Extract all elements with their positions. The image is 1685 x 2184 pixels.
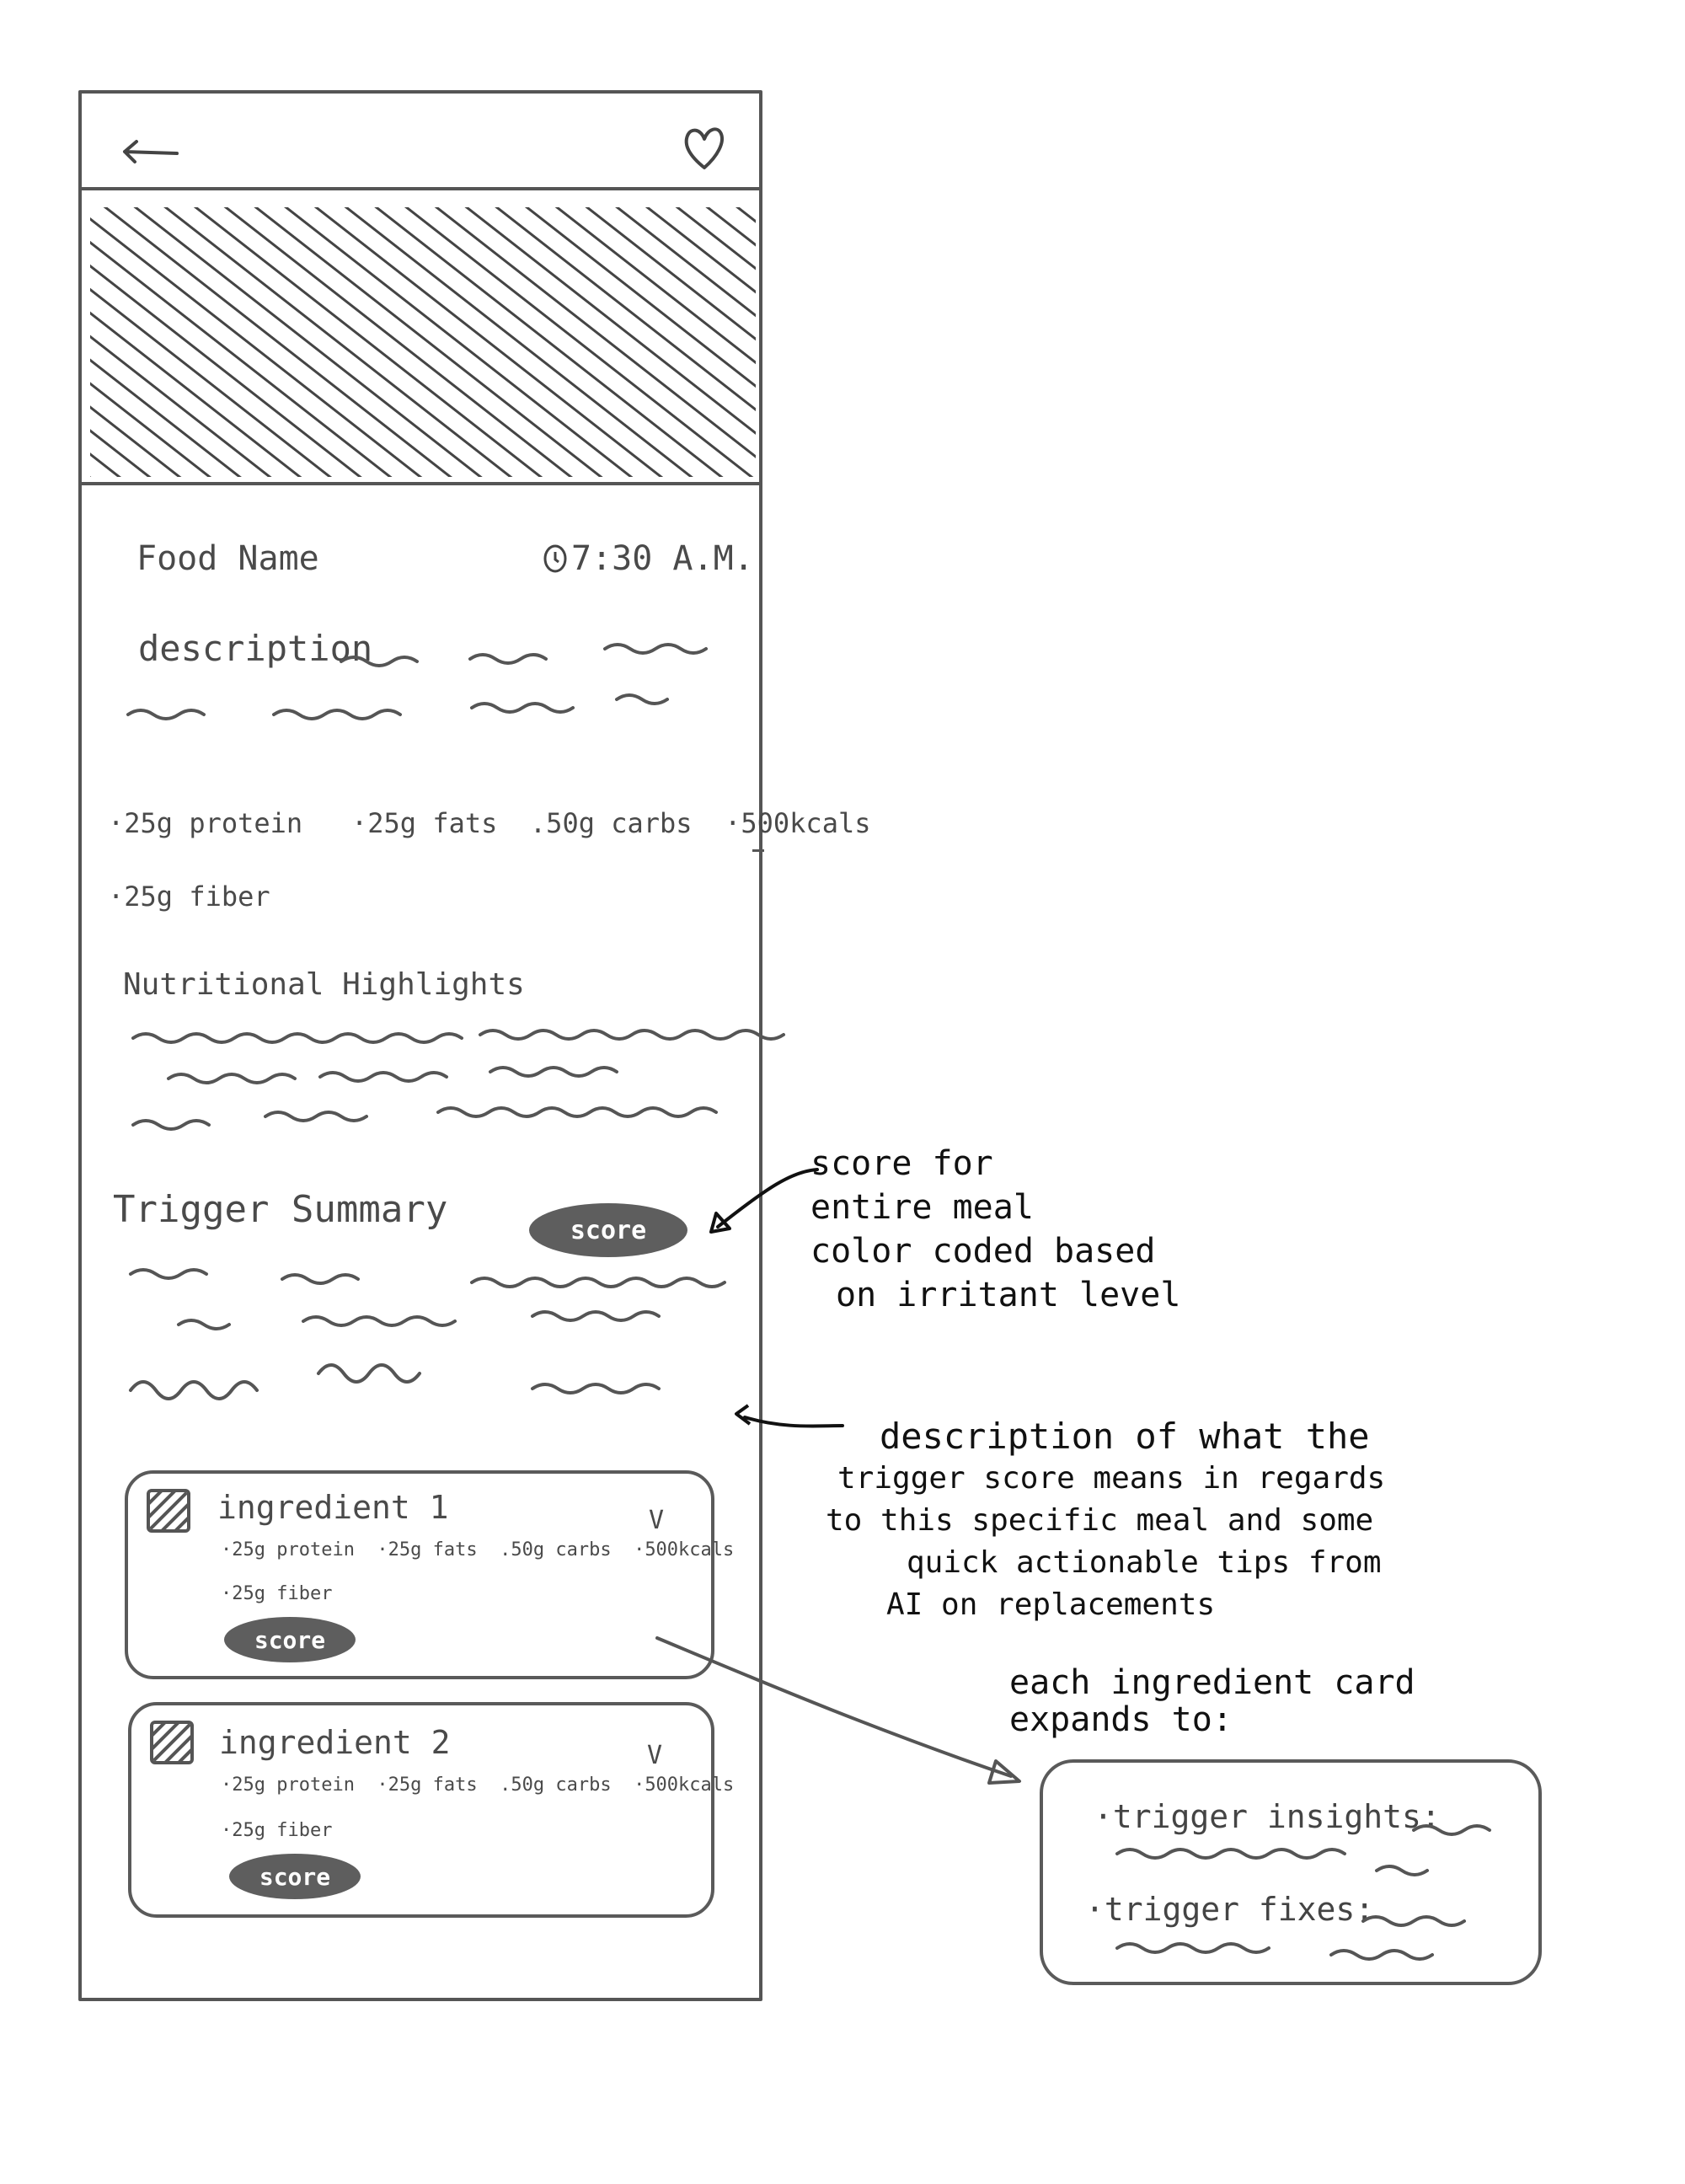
ingredient-chevron-icon[interactable]: V: [647, 1741, 663, 1770]
heart-icon: [681, 122, 728, 173]
nutrition-squiggles: [126, 1011, 716, 1146]
description-squiggles: [118, 615, 725, 725]
ingredient-macros-line1: ·25g protein ·25g fats .50g carbs ·500kcals: [221, 1774, 735, 1796]
description-annotation-line: quick actionable tips from: [907, 1545, 1382, 1580]
score-annotation-line: color coded based: [810, 1232, 1156, 1271]
ingredient-card[interactable]: [128, 1702, 735, 1918]
meal-time: [543, 539, 754, 578]
description-annotation-line: description of what the: [880, 1416, 1370, 1457]
ingredient-name: ingredient 1: [217, 1489, 449, 1526]
clock-icon: [543, 543, 568, 574]
meal-time-text: 7:30 A.M.: [571, 539, 754, 578]
arrow-left-icon: [118, 126, 185, 177]
expand-annotation-arrow: [649, 1626, 1036, 1795]
expand-annotation-line: expands to:: [1009, 1700, 1233, 1739]
ingredient-macros-line2: ·25g fiber: [221, 1583, 333, 1604]
expanded-ingredient-card: [1040, 1759, 1542, 1985]
back-button[interactable]: [118, 126, 185, 177]
ingredient-card[interactable]: [125, 1470, 735, 1679]
macros-divider: [752, 849, 764, 852]
hatched-thumbnail-icon: [153, 1724, 190, 1761]
nutrition-title: Nutritional Highlights: [123, 967, 525, 1002]
description-annotation-line: trigger score means in regards: [837, 1461, 1386, 1496]
meal-macros-line1: ·25g protein ·25g fats .50g carbs ·500kcals: [108, 807, 871, 839]
favorite-button[interactable]: [681, 122, 728, 173]
ingredient-name: ingredient 2: [219, 1724, 451, 1761]
trigger-insights-label: ·trigger insights:: [1094, 1798, 1441, 1835]
score-annotation-arrow: [699, 1154, 834, 1239]
expand-annotation-line: each ingredient card: [1009, 1663, 1415, 1702]
ingredient-macros-line2: ·25g fiber: [221, 1820, 333, 1841]
description-annotation-arrow: [725, 1390, 859, 1441]
score-annotation-line: on irritant level: [836, 1276, 1181, 1314]
score-annotation: [810, 1142, 1180, 1317]
ingredient-score-badge[interactable]: score: [224, 1617, 356, 1662]
description-label: description: [138, 628, 373, 669]
ingredient-chevron-icon[interactable]: V: [649, 1506, 665, 1535]
score-annotation-line: score for: [810, 1144, 993, 1183]
ingredient-macros-line1: ·25g protein ·25g fats .50g carbs ·500kcals: [221, 1539, 735, 1560]
hatched-thumbnail-icon: [150, 1492, 187, 1529]
expanded-card-squiggles: [1043, 1763, 1545, 1989]
trigger-summary-squiggles: [118, 1255, 725, 1441]
ingredient-checkbox[interactable]: [150, 1721, 194, 1764]
ingredient-score-badge[interactable]: score: [229, 1854, 361, 1899]
description-annotation-line: to this specific meal and some: [826, 1503, 1374, 1538]
description-annotation-line: AI on replacements: [886, 1587, 1216, 1622]
meal-score-badge[interactable]: score: [529, 1203, 687, 1257]
score-annotation-line: entire meal: [810, 1188, 1034, 1227]
ingredient-checkbox[interactable]: [147, 1489, 190, 1533]
meal-macros-line2: ·25g fiber: [108, 881, 270, 913]
food-image: [82, 190, 761, 485]
food-name: Food Name: [136, 539, 319, 578]
description-annotation: [826, 1416, 1385, 1626]
trigger-summary-title: Trigger Summary: [113, 1188, 448, 1231]
expand-annotation: [1009, 1664, 1415, 1738]
trigger-fixes-label: ·trigger fixes:: [1085, 1891, 1375, 1928]
